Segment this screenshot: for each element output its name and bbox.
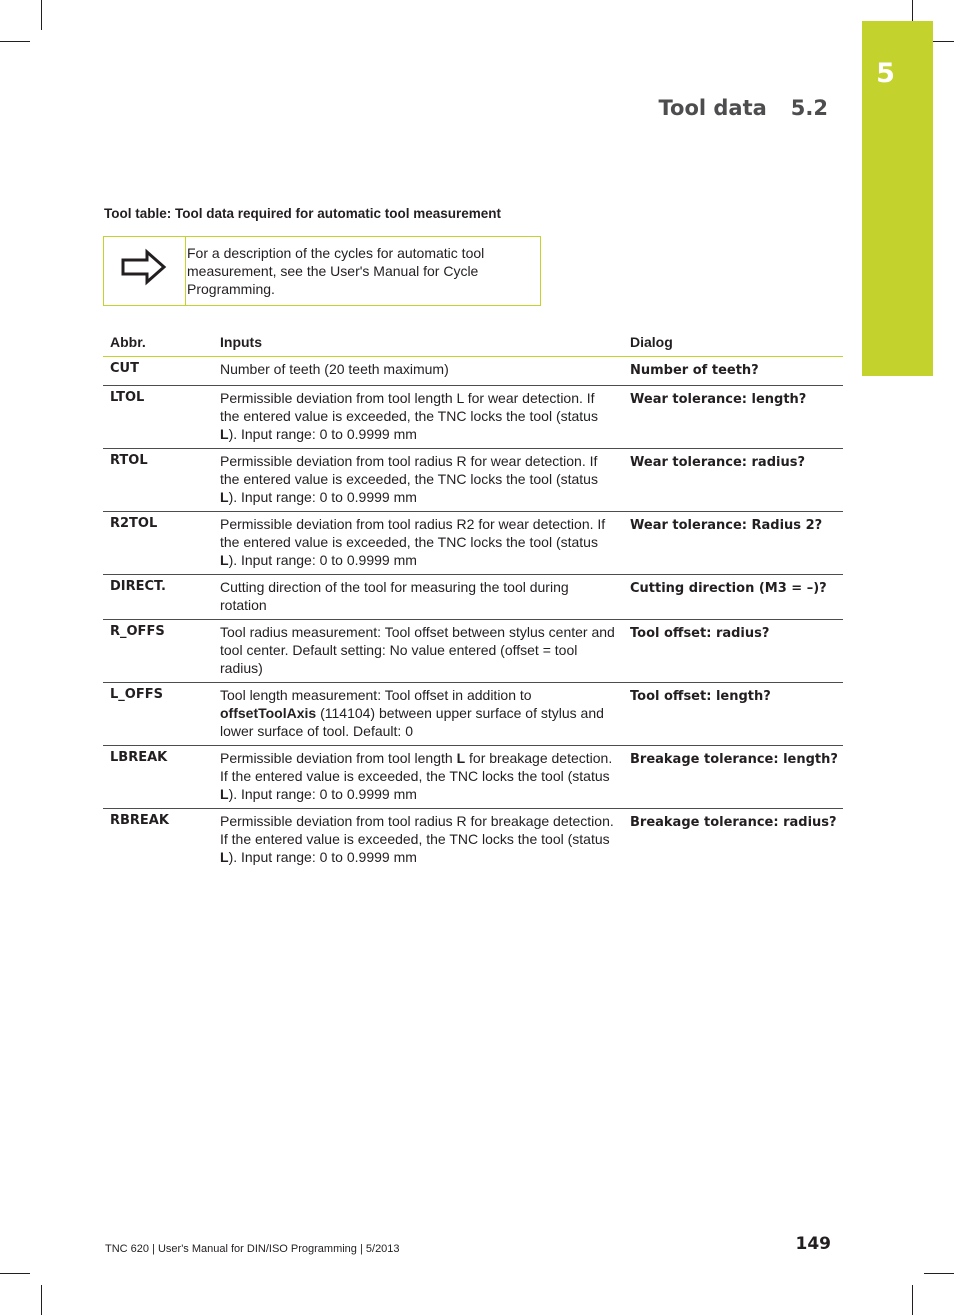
- cell-dialog: Wear tolerance: radius?: [630, 455, 805, 470]
- inputs-text: Cutting direction of the tool for measuring the tool during rotation: [220, 579, 569, 613]
- cell-abbr: R_OFFS: [110, 624, 165, 639]
- inputs-text: Permissible deviation from tool length: [220, 750, 457, 766]
- note-text: For a description of the cycles for automatic tool measurement, see the User's Manual for Cycle Programming.: [187, 245, 485, 297]
- inputs-text: ). Input range: 0 to 0.9999 mm: [228, 552, 417, 568]
- crop-mark: [924, 1273, 954, 1274]
- cell-inputs: [215, 512, 630, 575]
- inputs-text: ). Input range: 0 to 0.9999 mm: [228, 489, 417, 505]
- cell-inputs: [215, 357, 630, 386]
- inputs-emphasis: L: [220, 552, 229, 568]
- cell-abbr: LBREAK: [110, 750, 168, 765]
- cell-inputs: [215, 575, 630, 620]
- table-row: [103, 683, 843, 746]
- table-row: [103, 575, 843, 620]
- inputs-text: Permissible deviation from tool radius R for wear detection. If the entered value is exceeded, the TNC locks the tool (status: [220, 453, 598, 487]
- cell-inputs: [215, 386, 630, 449]
- cell-abbr: RTOL: [110, 453, 148, 468]
- cell-abbr: L_OFFS: [110, 687, 163, 702]
- cell-dialog: Wear tolerance: length?: [630, 392, 807, 407]
- inputs-emphasis: L: [456, 750, 466, 766]
- table-row: [103, 746, 843, 809]
- header-abbr: Abbr.: [103, 330, 215, 357]
- cell-inputs: [215, 809, 630, 872]
- header-dialog: Dialog: [630, 330, 843, 357]
- running-head-section: 5.2: [790, 96, 828, 120]
- table-row: [103, 620, 843, 683]
- crop-mark: [0, 41, 30, 42]
- cell-dialog: Breakage tolerance: radius?: [630, 815, 837, 830]
- cell-inputs: [215, 746, 630, 809]
- inputs-text: Permissible deviation from tool radius R2 for wear detection. If the entered value is exceeded, the TNC locks the tool (status: [220, 516, 606, 550]
- tool-data-table: [103, 330, 843, 871]
- table-row: [103, 512, 843, 575]
- section-heading: Tool table: Tool data required for automatic tool measurement: [104, 206, 502, 221]
- inputs-text: ). Input range: 0 to 0.9999 mm: [228, 426, 417, 442]
- header-inputs: Inputs: [215, 330, 630, 357]
- table-row: [103, 357, 843, 386]
- footer-text: TNC 620 | User's Manual for DIN/ISO Programming | 5/2013: [105, 1243, 400, 1255]
- table-row: [103, 386, 843, 449]
- inputs-emphasis: L: [220, 786, 229, 802]
- crop-mark: [0, 1273, 30, 1274]
- inputs-text: Number of teeth (20 teeth maximum): [220, 361, 449, 377]
- running-head-title: Tool data: [658, 96, 767, 120]
- inputs-text: Permissible deviation from tool radius R for breakage detection. If the entered value is exceeded, the TNC locks the tool (status: [220, 813, 614, 847]
- cell-dialog: Tool offset: radius?: [630, 626, 770, 641]
- crop-mark: [912, 1285, 913, 1315]
- inputs-emphasis: L: [220, 489, 229, 505]
- page-number: 149: [795, 1234, 831, 1254]
- cell-inputs: [215, 449, 630, 512]
- table-body: [103, 357, 843, 872]
- inputs-text: (114104) between upper surface of stylus and lower surface of tool. Default: 0: [220, 705, 604, 739]
- cell-dialog: Cutting direction (M3 = –)?: [630, 581, 827, 596]
- running-head: [600, 96, 828, 120]
- table-row: [103, 449, 843, 512]
- cell-abbr: DIRECT.: [110, 579, 166, 594]
- crop-mark: [41, 1285, 42, 1315]
- cell-abbr: RBREAK: [110, 813, 169, 828]
- note-divider: [185, 237, 186, 305]
- inputs-text: ). Input range: 0 to 0.9999 mm: [228, 849, 417, 865]
- inputs-emphasis: L: [220, 849, 229, 865]
- inputs-emphasis: L: [220, 426, 229, 442]
- inputs-text: Tool length measurement: Tool offset in addition to: [220, 687, 532, 703]
- cell-dialog: Breakage tolerance: length?: [630, 752, 838, 767]
- inputs-emphasis: offsetToolAxis: [220, 705, 317, 721]
- chapter-number: 5: [876, 58, 895, 89]
- cell-abbr: R2TOL: [110, 516, 158, 531]
- table-row: [103, 809, 843, 872]
- crop-mark: [41, 0, 42, 30]
- table-header-row: [103, 330, 843, 357]
- inputs-text: for breakage detection. If the entered value is exceeded, the TNC locks the tool (status: [220, 750, 613, 784]
- cell-inputs: [215, 683, 630, 746]
- cell-abbr: CUT: [110, 361, 139, 376]
- inputs-text: Tool radius measurement: Tool offset between stylus center and tool center. Default setting: No value entered (offset = tool radius): [220, 624, 615, 676]
- cell-dialog: Tool offset: length?: [630, 689, 771, 704]
- cell-abbr: LTOL: [110, 390, 145, 405]
- inputs-text: Permissible deviation from tool length L for wear detection. If the entered value is exceeded, the TNC locks the tool (status: [220, 390, 598, 424]
- cell-inputs: [215, 620, 630, 683]
- cell-dialog: Number of teeth?: [630, 363, 759, 378]
- note-box: [103, 236, 541, 306]
- inputs-text: ). Input range: 0 to 0.9999 mm: [228, 786, 417, 802]
- arrow-right-icon: [120, 247, 170, 292]
- cell-dialog: Wear tolerance: Radius 2?: [630, 518, 823, 533]
